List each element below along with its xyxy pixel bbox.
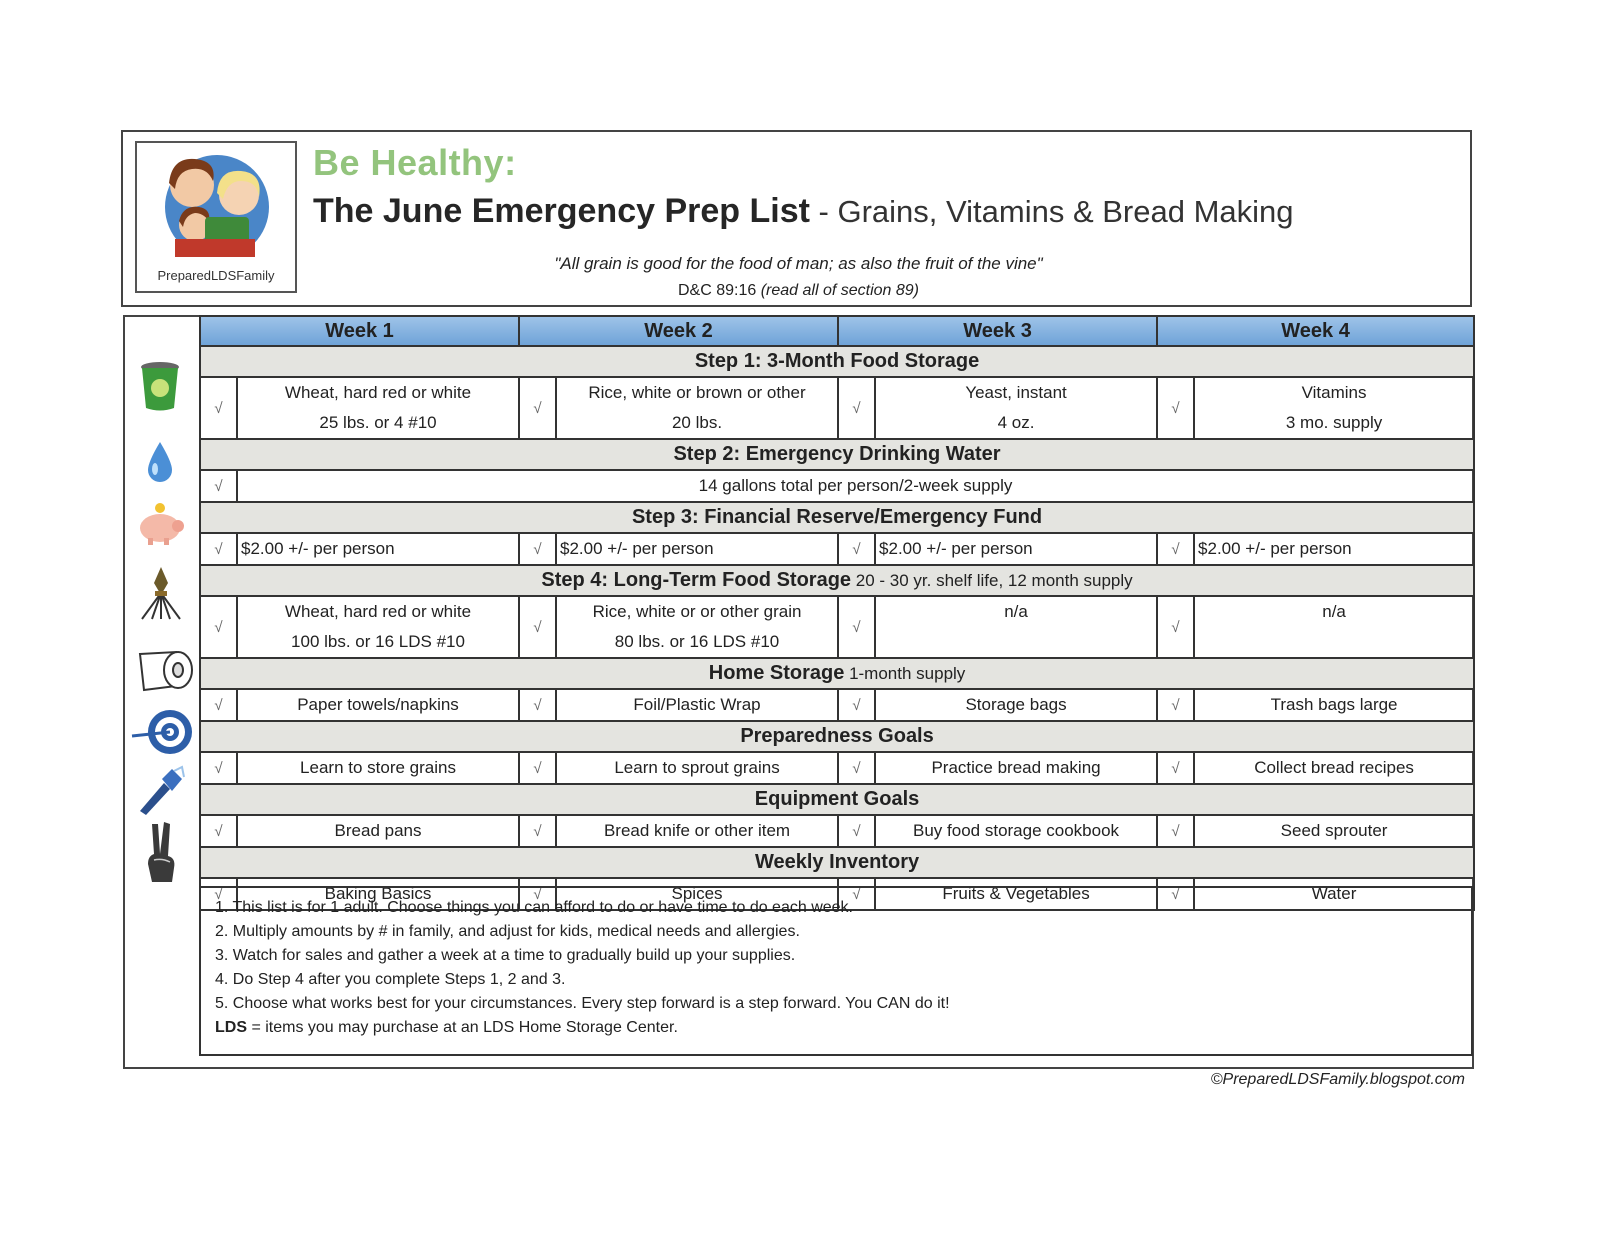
checkbox[interactable]: √ xyxy=(519,878,556,910)
checkbox[interactable]: √ xyxy=(519,533,556,565)
checkbox[interactable]: √ xyxy=(519,752,556,784)
section-title: Step 2: Emergency Drinking Water xyxy=(200,439,1474,470)
list-item: Buy food storage cookbook xyxy=(875,815,1157,847)
checkbox[interactable]: √ xyxy=(200,752,237,784)
scripture-quote: "All grain is good for the food of man; as also the fruit of the vine" xyxy=(554,254,1043,273)
list-item: Spices xyxy=(556,878,838,910)
water-drop-icon xyxy=(142,440,178,486)
reference-citation: D&C 89:16 xyxy=(677,282,757,299)
list-item xyxy=(237,596,519,658)
item-amount: 100 lbs. or 16 LDS #10 xyxy=(291,632,465,651)
checkbox[interactable]: √ xyxy=(200,377,237,439)
reference-note: (read all of section 89) xyxy=(760,282,920,299)
logo-text: PreparedLDSFamily xyxy=(157,268,275,283)
section-note: 1-month supply xyxy=(844,664,966,683)
week-2-header: Week 2 xyxy=(519,316,838,346)
item-amount: 25 lbs. or 4 #10 xyxy=(319,413,437,432)
section-title-text: Home Storage xyxy=(708,662,845,684)
lds-label: LDS xyxy=(215,1019,247,1036)
table-row xyxy=(200,752,1474,784)
section-row xyxy=(200,346,1474,377)
list-item: Learn to sprout grains xyxy=(556,752,838,784)
list-item: $2.00 +/- per person xyxy=(556,533,838,565)
checkbox[interactable]: √ xyxy=(838,752,875,784)
table-row xyxy=(200,533,1474,565)
section-title: Step 1: 3-Month Food Storage xyxy=(200,346,1474,377)
title-subtitle: - Grains, Vitamins & Bread Making xyxy=(809,194,1294,229)
section-row xyxy=(200,565,1474,596)
checkbox[interactable]: √ xyxy=(519,377,556,439)
checkbox[interactable]: √ xyxy=(1157,689,1194,721)
section-title xyxy=(200,565,1474,596)
checkbox[interactable]: √ xyxy=(200,470,237,502)
checkbox[interactable]: √ xyxy=(519,689,556,721)
title-main: The June Emergency Prep List xyxy=(313,192,810,230)
section-title: Weekly Inventory xyxy=(200,847,1474,878)
item-amount: 20 lbs. xyxy=(671,413,723,432)
item-amount: 4 oz. xyxy=(997,413,1035,432)
list-item xyxy=(556,596,838,658)
list-item xyxy=(875,377,1157,439)
section-title: Step 3: Financial Reserve/Emergency Fund xyxy=(200,502,1474,533)
list-item: Baking Basics xyxy=(237,878,519,910)
lds-note xyxy=(215,1016,1457,1040)
checkbox[interactable]: √ xyxy=(1157,596,1194,658)
item-amount: 80 lbs. or 16 LDS #10 xyxy=(614,632,780,651)
notes-box xyxy=(199,886,1473,1056)
list-item: Water xyxy=(1194,878,1474,910)
note-item: 1. This list is for 1 adult. Choose things you can afford to do or have time to do each week. xyxy=(215,899,853,916)
copyright-text: ©PreparedLDSFamily.blogspot.com xyxy=(1210,1071,1465,1088)
list-item: Trash bags large xyxy=(1194,689,1474,721)
checkbox[interactable]: √ xyxy=(519,596,556,658)
checkbox[interactable]: √ xyxy=(838,596,875,658)
checkbox[interactable]: √ xyxy=(1157,752,1194,784)
list-item: $2.00 +/- per person xyxy=(1194,533,1474,565)
section-row xyxy=(200,658,1474,689)
flashlight-icon xyxy=(134,765,186,817)
week-4-header: Week 4 xyxy=(1157,316,1474,346)
notes-list xyxy=(215,896,1457,1016)
note-item: 3. Watch for sales and gather a week at a time to gradually build up your supplies. xyxy=(215,947,796,964)
table-row xyxy=(200,470,1474,502)
table-row xyxy=(200,377,1474,439)
section-row xyxy=(200,847,1474,878)
week-3-header: Week 3 xyxy=(838,316,1157,346)
section-title: Preparedness Goals xyxy=(200,721,1474,752)
checkbox[interactable]: √ xyxy=(1157,878,1194,910)
list-item xyxy=(1194,377,1474,439)
checkbox[interactable]: √ xyxy=(200,533,237,565)
item-name: Rice, white or or other grain xyxy=(592,602,802,621)
item-name: Wheat, hard red or white xyxy=(284,602,472,621)
section-note: 20 - 30 yr. shelf life, 12 month supply xyxy=(851,571,1133,590)
list-item: n/a xyxy=(875,596,1157,658)
page-title xyxy=(313,192,1294,231)
week-1-header: Week 1 xyxy=(200,316,519,346)
list-item: Bread pans xyxy=(237,815,519,847)
checkbox[interactable]: √ xyxy=(1157,533,1194,565)
week-header-row xyxy=(200,316,1474,346)
table-row xyxy=(200,815,1474,847)
list-item xyxy=(556,377,838,439)
list-item: Seed sprouter xyxy=(1194,815,1474,847)
section-row xyxy=(200,784,1474,815)
target-arrow-icon xyxy=(130,704,192,760)
header-box xyxy=(121,130,1472,307)
checkbox[interactable]: √ xyxy=(200,815,237,847)
list-item: Learn to store grains xyxy=(237,752,519,784)
note-item: 2. Multiply amounts by # in family, and adjust for kids, medical needs and allergies. xyxy=(215,923,800,940)
lds-text: = items you may purchase at an LDS Home Storage Center. xyxy=(247,1019,678,1036)
checkbox[interactable]: √ xyxy=(838,689,875,721)
list-item: Practice bread making xyxy=(875,752,1157,784)
list-item: $2.00 +/- per person xyxy=(875,533,1157,565)
note-item: 5. Choose what works best for your circumstances. Every step forward is a step forward. You CAN do it! xyxy=(215,995,950,1012)
hand-two-fingers-icon xyxy=(142,820,182,886)
section-row xyxy=(200,721,1474,752)
section-row xyxy=(200,439,1474,470)
section-title xyxy=(200,658,1474,689)
item-name: Vitamins xyxy=(1301,383,1367,402)
family-illustration xyxy=(147,147,285,257)
food-can-icon xyxy=(138,360,182,412)
section-title: Equipment Goals xyxy=(200,784,1474,815)
list-item: Storage bags xyxy=(875,689,1157,721)
item-name: Wheat, hard red or white xyxy=(284,383,472,402)
list-item: n/a xyxy=(1194,596,1474,658)
section-title-text: Step 4: Long-Term Food Storage xyxy=(541,569,852,591)
checkbox[interactable]: √ xyxy=(200,596,237,658)
paper-towel-roll-icon xyxy=(130,646,196,696)
list-item: Fruits & Vegetables xyxy=(875,878,1157,910)
checkbox[interactable]: √ xyxy=(838,815,875,847)
kicker-title: Be Healthy: xyxy=(313,142,517,183)
checkbox[interactable]: √ xyxy=(1157,815,1194,847)
checkbox[interactable]: √ xyxy=(1157,377,1194,439)
list-item: Paper towels/napkins xyxy=(237,689,519,721)
section-row xyxy=(200,502,1474,533)
list-item: Collect bread recipes xyxy=(1194,752,1474,784)
note-item: 4. Do Step 4 after you complete Steps 1, 2 and 3. xyxy=(215,971,566,988)
list-item: $2.00 +/- per person xyxy=(237,533,519,565)
table-row xyxy=(200,596,1474,658)
list-item: Bread knife or other item xyxy=(556,815,838,847)
item-amount: 3 mo. supply xyxy=(1285,413,1383,432)
scripture-reference xyxy=(123,282,1474,300)
item-name: Yeast, instant xyxy=(965,383,1067,402)
item-name: Rice, white or brown or other xyxy=(588,383,806,402)
piggy-bank-icon xyxy=(136,502,186,546)
checkbox[interactable]: √ xyxy=(519,815,556,847)
table-row xyxy=(200,689,1474,721)
checklist-table xyxy=(199,315,1475,911)
checkbox[interactable]: √ xyxy=(838,377,875,439)
wheat-sheaf-icon xyxy=(138,565,184,621)
checkbox[interactable]: √ xyxy=(200,689,237,721)
checkbox[interactable]: √ xyxy=(200,878,237,910)
list-item: Foil/Plastic Wrap xyxy=(556,689,838,721)
checkbox[interactable]: √ xyxy=(838,878,875,910)
checkbox[interactable]: √ xyxy=(838,533,875,565)
list-item xyxy=(237,377,519,439)
list-item: 14 gallons total per person/2-week supply xyxy=(237,470,1474,502)
